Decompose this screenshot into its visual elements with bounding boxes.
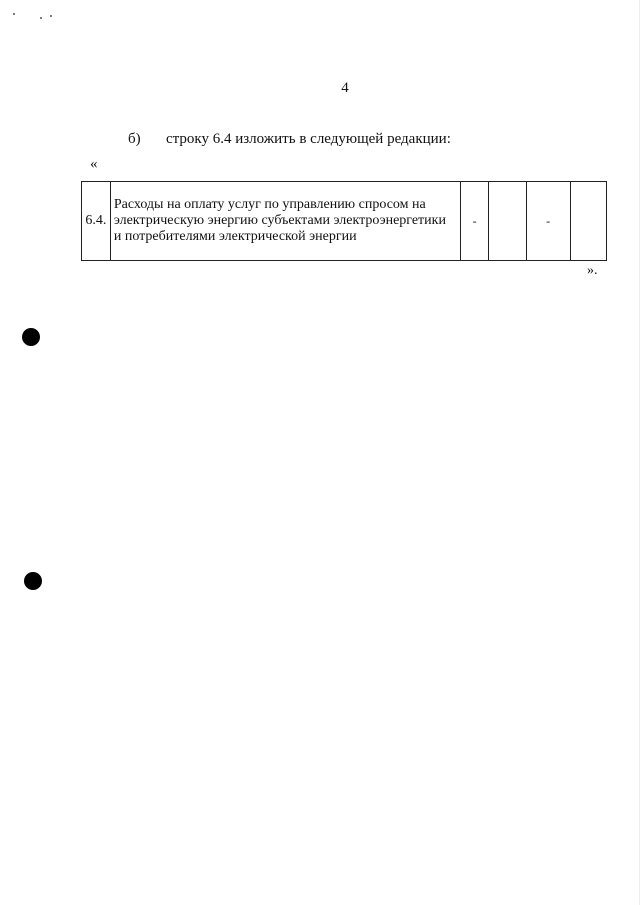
closing-quote: ». [587, 263, 598, 278]
amendment-table [81, 181, 607, 261]
list-marker: б) [128, 131, 141, 147]
value-cell [489, 182, 526, 261]
page-number: 4 [341, 80, 349, 96]
value-cell [570, 182, 606, 261]
scan-speck [50, 15, 52, 17]
scan-speck [40, 17, 42, 19]
opening-quote: « [90, 156, 98, 172]
row-description: Расходы на оплату услуг по управлению спросом на электрическую энергию субъектами электроэнергетики и потребителями электрической энергии [110, 182, 460, 261]
amendment-instruction [128, 131, 451, 148]
value-cell: - [460, 182, 488, 261]
punch-hole [22, 328, 40, 346]
value-cell: - [526, 182, 570, 261]
scan-speck [13, 13, 15, 15]
table-row [82, 182, 607, 261]
row-number: 6.4. [82, 182, 111, 261]
punch-hole [24, 572, 42, 590]
instruction-text: строку 6.4 изложить в следующей редакции: [166, 131, 451, 147]
